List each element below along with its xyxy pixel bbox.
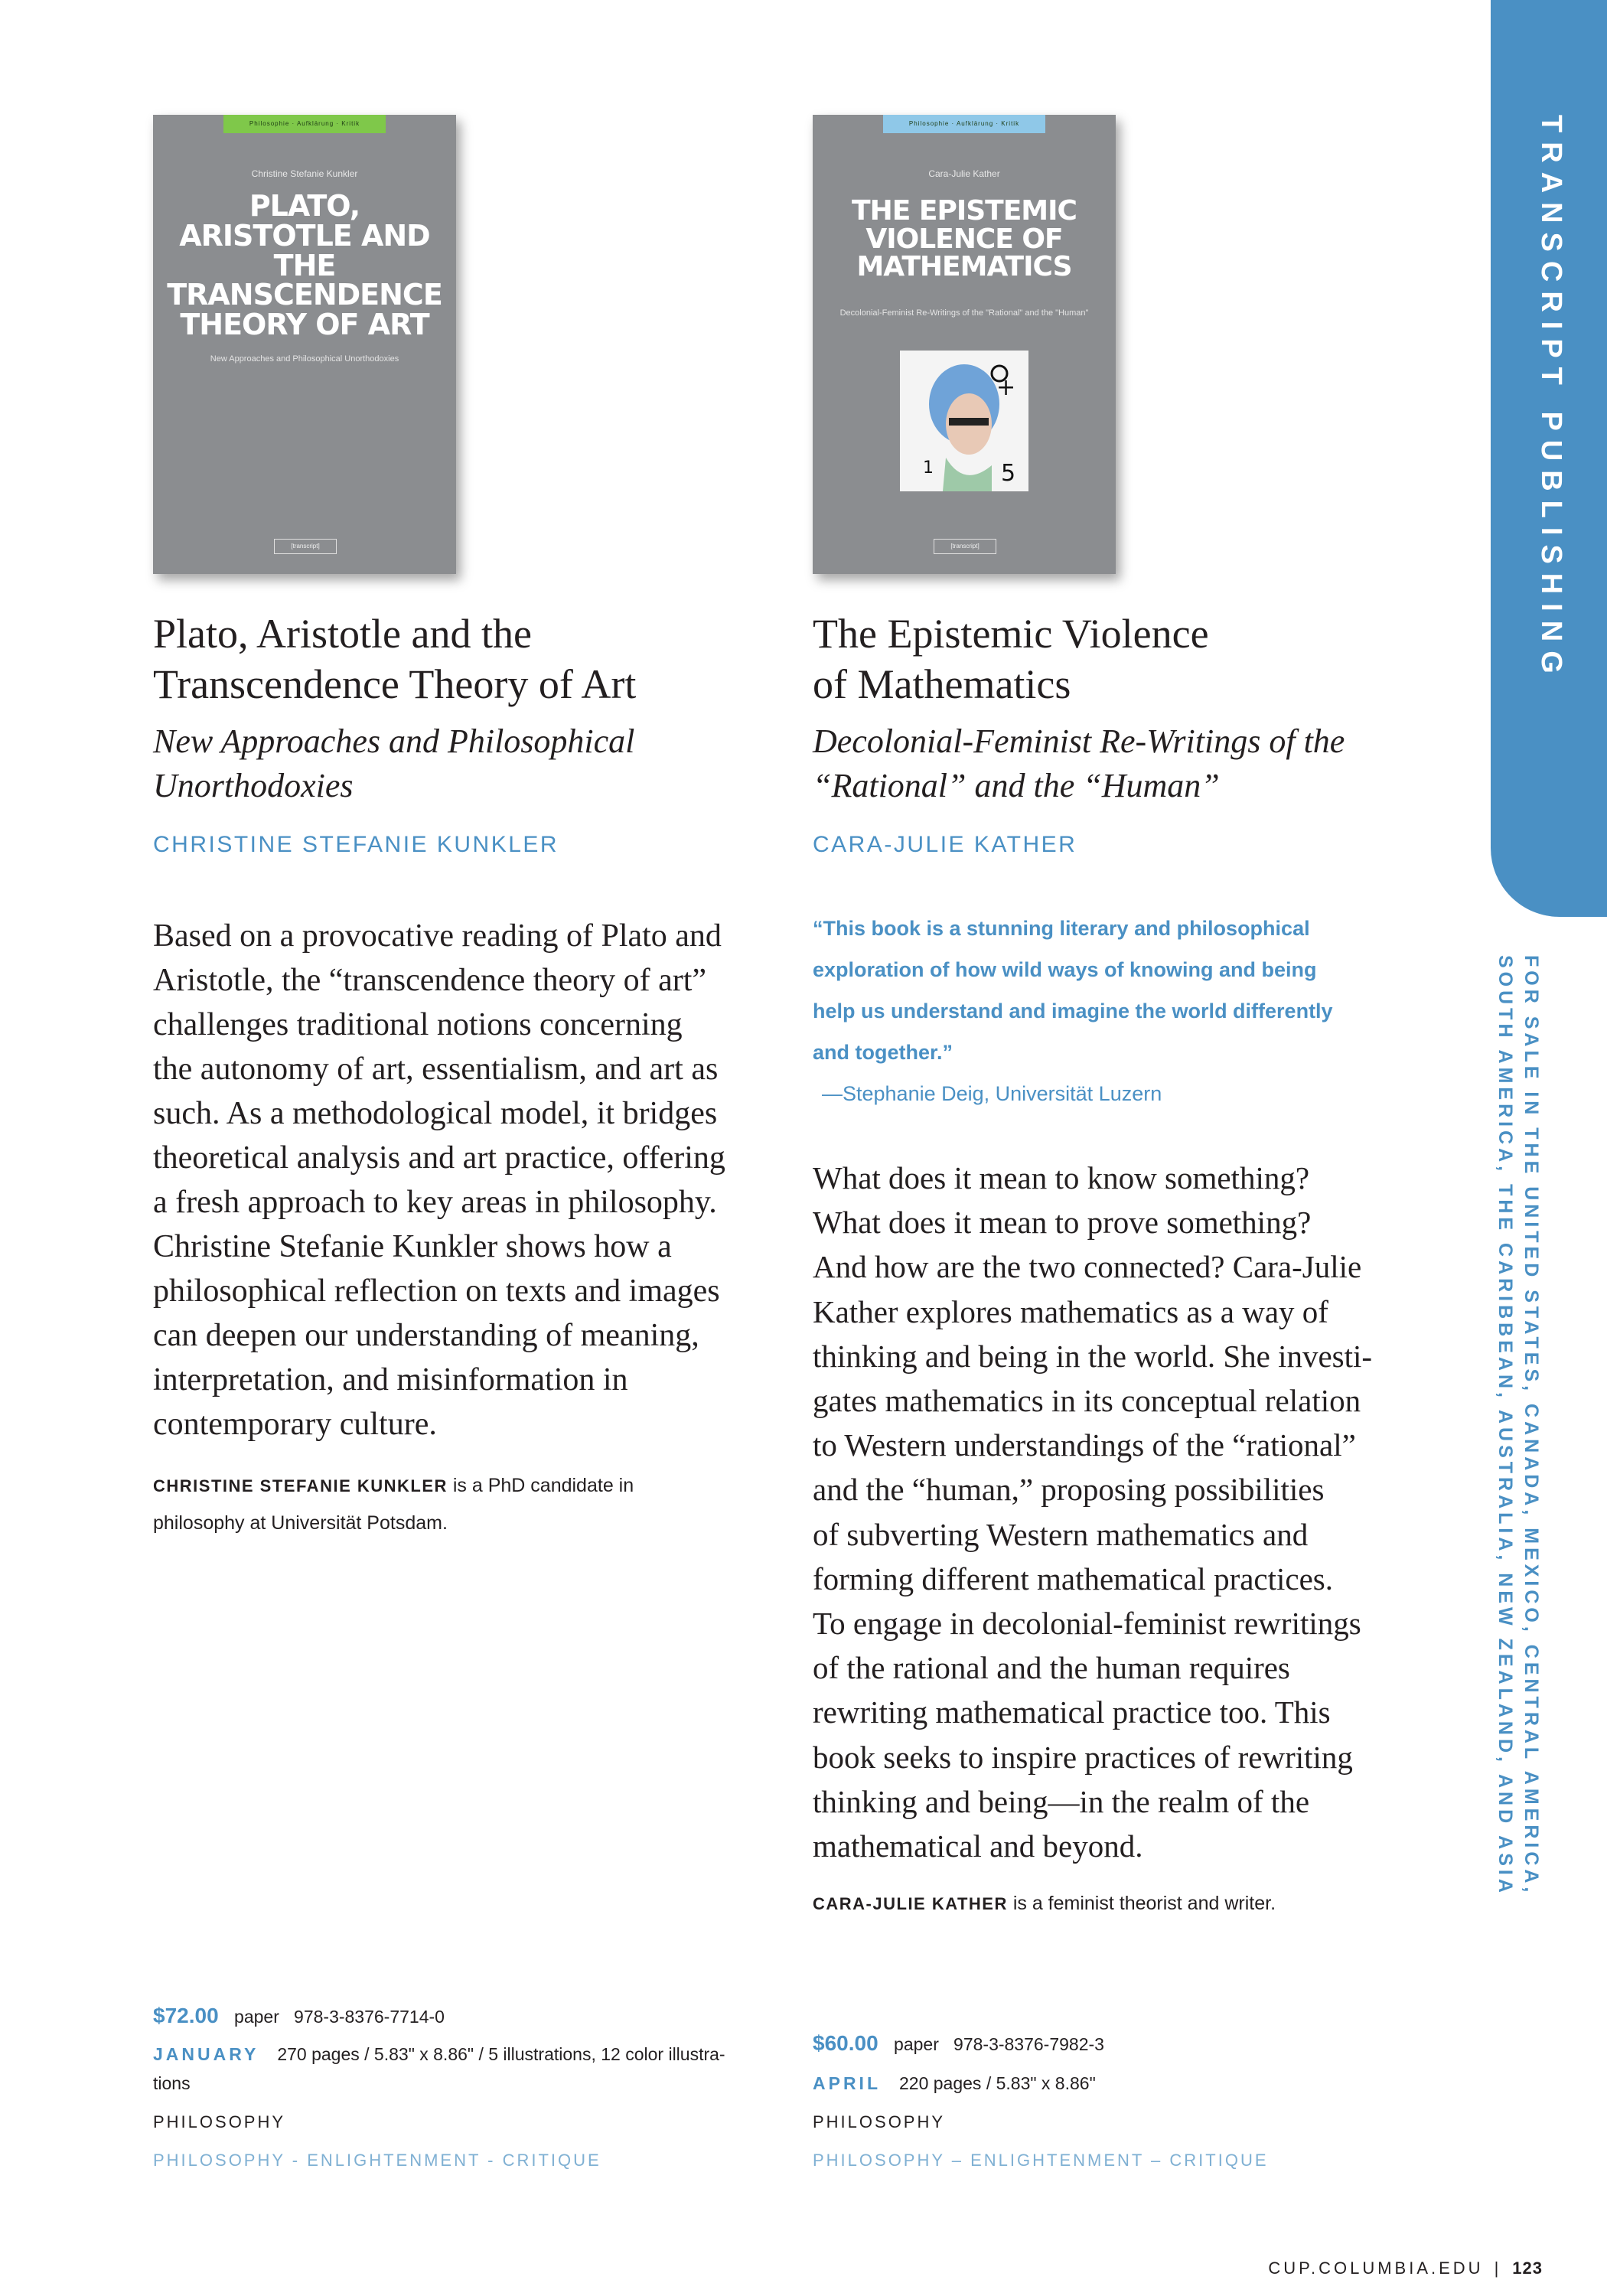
quote-line: exploration of how wild ways of knowing and being: [813, 958, 1317, 981]
cover-illustration-art: [900, 351, 1028, 491]
format: paper: [894, 2034, 939, 2054]
book-author: CARA-JULIE KATHER: [813, 832, 1077, 857]
description-line: of the rational and the human requires: [813, 1650, 1290, 1686]
author-bio: [813, 1885, 1276, 1923]
description-line: philosophical reflection on texts and images: [153, 1274, 720, 1309]
specs: 220 pages / 5.83" x 8.86": [899, 2073, 1096, 2093]
quote-attribution: —Stephanie Deig, Universität Luzern: [822, 1082, 1162, 1105]
quote-line: “This book is a stunning literary and philosophical: [813, 917, 1310, 940]
book-description: [153, 914, 725, 1446]
description-line: Aristotle, the “transcendence theory of art”: [153, 963, 707, 998]
description-line: And how are the two connected? Cara-Julie: [813, 1249, 1362, 1285]
bio-text: is a feminist theorist and writer.: [1007, 1893, 1276, 1914]
description-line: thinking and being—in the realm of the: [813, 1783, 1310, 1819]
cover-subtitle: Decolonial-Feminist Re-Writings of the "Rational" and the "Human": [839, 308, 1089, 318]
isbn: 978-3-8376-7982-3: [953, 2034, 1104, 2054]
book-title-line: Plato, Aristotle and the: [153, 611, 532, 657]
description-line: Kather explores mathematics as a way of: [813, 1293, 1328, 1329]
book-subtitle: [813, 719, 1345, 808]
endorsement-quote: [813, 908, 1333, 1073]
book-cover[interactable]: [813, 115, 1116, 574]
page-footer: [1268, 2258, 1543, 2278]
description-line: rewriting mathematical practice too. This: [813, 1694, 1331, 1730]
cover-title: PLATO, ARISTOTLE AND THE TRANSCENDENCE THEORY OF ART: [167, 189, 442, 341]
description-line: and the “human,” proposing possibilities: [813, 1472, 1325, 1508]
bio-text: philosophy at Universität Potsdam.: [153, 1512, 448, 1534]
cover-illustration: [900, 351, 1028, 491]
cover-publisher-mark: [transcript]: [934, 539, 996, 554]
cover-author: Christine Stefanie Kunkler: [251, 168, 358, 179]
description-line: mathematical and beyond.: [813, 1828, 1143, 1864]
description-line: interpretation, and misinformation in: [153, 1362, 628, 1397]
series[interactable]: PHILOSOPHY - ENLIGHTENMENT - CRITIQUE: [153, 2151, 601, 2170]
description-line: to Western understandings of the “rational”: [813, 1427, 1356, 1463]
quote-line: and together.”: [813, 1041, 953, 1064]
series[interactable]: PHILOSOPHY – ENLIGHTENMENT – CRITIQUE: [813, 2151, 1269, 2170]
book-subtitle: [153, 719, 634, 808]
spec-line: [153, 2040, 725, 2098]
specs: tions: [153, 2073, 191, 2093]
quote-line: help us understand and imagine the world differently: [813, 1000, 1333, 1022]
description-line: forming different mathematical practices.: [813, 1561, 1334, 1596]
book-author: CHRISTINE STEFANIE KUNKLER: [153, 832, 559, 857]
svg-text:1: 1: [923, 458, 934, 478]
description-line: gates mathematics in its conceptual relation: [813, 1383, 1361, 1419]
isbn: 978-3-8376-7714-0: [294, 2007, 445, 2027]
description-line: of subverting Western mathematics and: [813, 1516, 1309, 1552]
subject: PHILOSOPHY: [813, 2112, 946, 2131]
book-title-line: The Epistemic Violence: [813, 611, 1209, 657]
book-subtitle-line: Unorthodoxies: [153, 767, 354, 804]
cover-publisher-mark: [transcript]: [274, 539, 337, 554]
subject: PHILOSOPHY: [153, 2112, 286, 2131]
cover-subtitle: New Approaches and Philosophical Unorthodoxies: [210, 354, 399, 364]
bio-text: is a PhD candidate in: [447, 1475, 634, 1496]
bio-author-name: CHRISTINE STEFANIE KUNKLER: [153, 1476, 448, 1495]
description-line: What does it mean to know something?: [813, 1160, 1310, 1195]
description-line: To engage in decolonial-feminist rewritings: [813, 1606, 1361, 1642]
description-line: the autonomy of art, essentialism, and art as: [153, 1052, 719, 1087]
description-line: theoretical analysis and art practice, offering: [153, 1140, 725, 1176]
description-line: Based on a provocative reading of Plato and: [153, 918, 722, 954]
description-line: book seeks to inspire practices of rewriting: [813, 1739, 1353, 1775]
cover-series-band: Philosophie · Aufklärung · Kritik: [223, 115, 386, 133]
svg-text:+: +: [996, 374, 1016, 401]
price: $60.00: [813, 2031, 878, 2055]
cover-series-band: Philosophie · Aufklärung · Kritik: [883, 115, 1045, 133]
book-title-line: of Mathematics: [813, 661, 1071, 707]
spec-line: [813, 2069, 1096, 2098]
pub-month: APRIL: [813, 2073, 881, 2093]
specs: 270 pages / 5.83" x 8.86" / 5 illustrations, 12 color illustra-: [277, 2044, 725, 2064]
description-line: can deepen our understanding of meaning,: [153, 1318, 699, 1353]
description-line: What does it mean to prove something?: [813, 1205, 1312, 1241]
description-line: such. As a methodological model, it bridges: [153, 1096, 718, 1131]
cover-title: THE EPISTEMIC VIOLENCE OF MATHEMATICS: [852, 195, 1077, 283]
book-cover[interactable]: [153, 115, 456, 574]
bio-author-name: CARA-JULIE KATHER: [813, 1894, 1008, 1913]
price-line: [153, 2004, 445, 2028]
price: $72.00: [153, 2004, 219, 2027]
book-title: [813, 608, 1209, 709]
book-description: [813, 1156, 1372, 1868]
description-line: thinking and being in the world. She investi-: [813, 1338, 1373, 1374]
description-line: a fresh approach to key areas in philosophy.: [153, 1185, 717, 1220]
page-number: 123: [1512, 2258, 1543, 2278]
side-tab-label: TRANSCRIPT PUBLISHING: [1535, 115, 1567, 683]
sale-territory-line: SOUTH AMERICA, THE CARIBBEAN, AUSTRALIA, NEW ZEALAND, AND ASIA: [1495, 955, 1516, 1896]
svg-text:5: 5: [1001, 460, 1016, 487]
book-subtitle-line: Decolonial-Feminist Re-Writings of the: [813, 722, 1345, 760]
footer-separator: |: [1494, 2258, 1502, 2278]
cover-author: Cara-Julie Kather: [928, 168, 1000, 179]
author-bio: [153, 1467, 634, 1541]
description-line: Christine Stefanie Kunkler shows how a: [153, 1229, 672, 1264]
sale-territory: [1488, 955, 1544, 1965]
sale-territory-line: FOR SALE IN THE UNITED STATES, CANADA, MEXICO, CENTRAL AMERICA,: [1521, 955, 1542, 1896]
book-subtitle-line: “Rational” and the “Human”: [813, 767, 1220, 804]
book-title-line: Transcendence Theory of Art: [153, 661, 637, 707]
book-title: [153, 608, 636, 709]
format: paper: [234, 2007, 279, 2027]
book-subtitle-line: New Approaches and Philosophical: [153, 722, 635, 760]
description-line: contemporary culture.: [153, 1407, 437, 1442]
price-line: [813, 2031, 1104, 2056]
description-line: challenges traditional notions concerning: [153, 1007, 683, 1042]
footer-site-link[interactable]: CUP.COLUMBIA.EDU: [1268, 2258, 1484, 2278]
pub-month: JANUARY: [153, 2044, 259, 2064]
